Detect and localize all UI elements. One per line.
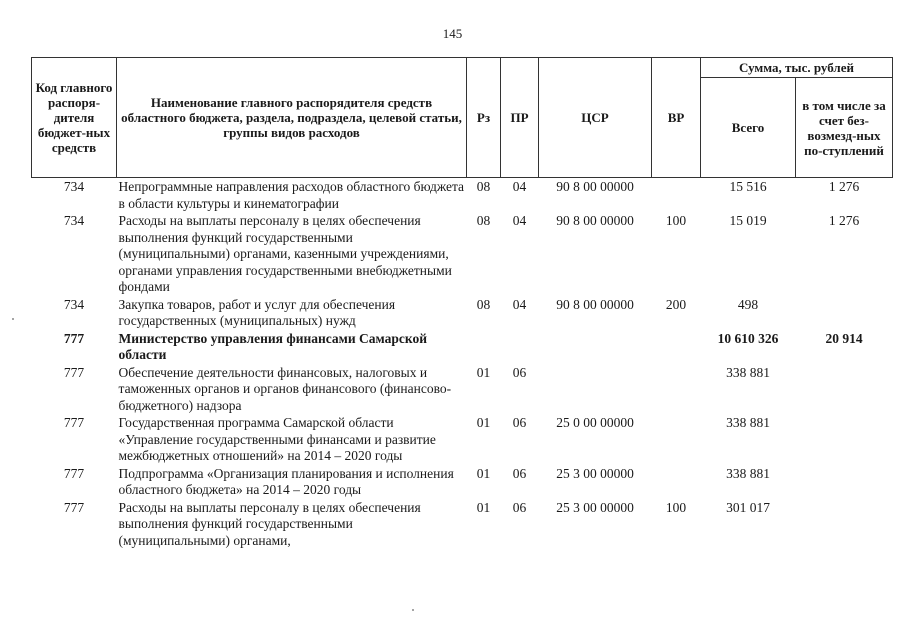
cell-rz: 01 bbox=[476, 415, 491, 430]
cell-total: 15 019 bbox=[729, 213, 767, 228]
cell-pr bbox=[501, 330, 539, 364]
header-gratuitous: в том числе за счет без-возмезд-ных по-ступлений bbox=[796, 78, 893, 178]
cell-total: 498 bbox=[737, 296, 759, 312]
cell-rz: 01 bbox=[476, 364, 491, 380]
cell-pr: 06 bbox=[512, 364, 527, 380]
cell-vr bbox=[652, 178, 701, 213]
table-row bbox=[32, 212, 893, 296]
cell-vr bbox=[652, 465, 701, 499]
cell-csr: 25 0 00 00000 bbox=[556, 415, 634, 430]
cell-name: Расходы на выплаты персоналу в целях обеспечения выполнения функций государственными (муниципальными) органами, bbox=[118, 499, 421, 548]
cell-gratuitous bbox=[796, 364, 893, 415]
cell-rz: 01 bbox=[476, 499, 491, 515]
cell-vr: 100 bbox=[665, 213, 687, 228]
budget-table bbox=[31, 57, 893, 549]
cell-rz: 08 bbox=[476, 296, 491, 312]
cell-gratuitous: 20 914 bbox=[825, 330, 863, 346]
header-vr: ВР bbox=[652, 58, 701, 178]
cell-pr: 04 bbox=[512, 213, 527, 228]
cell-code: 734 bbox=[63, 296, 85, 312]
cell-code: 777 bbox=[63, 499, 85, 515]
table-row bbox=[32, 364, 893, 415]
table-body bbox=[32, 178, 893, 550]
cell-csr: 25 3 00 00000 bbox=[556, 499, 634, 515]
cell-rz: 08 bbox=[476, 213, 491, 228]
cell-gratuitous bbox=[796, 296, 893, 330]
cell-pr: 04 bbox=[512, 296, 527, 312]
scan-speck bbox=[412, 609, 414, 611]
cell-total: 338 881 bbox=[726, 364, 770, 380]
table-row bbox=[32, 465, 893, 499]
page-number: 145 bbox=[442, 26, 463, 41]
cell-name: Министерство управления финансами Самарской области bbox=[118, 330, 428, 362]
cell-gratuitous: 1 276 bbox=[828, 179, 860, 194]
cell-rz: 08 bbox=[476, 179, 491, 194]
cell-code: 734 bbox=[63, 213, 85, 228]
cell-rz: 01 bbox=[476, 465, 491, 481]
header-rz: Рз bbox=[467, 58, 501, 178]
cell-gratuitous bbox=[796, 499, 893, 550]
cell-name: Непрограммные направления расходов областного бюджета в области культуры и кинематографии bbox=[118, 179, 465, 211]
header-sum-group: Сумма, тыс. рублей bbox=[701, 58, 893, 78]
cell-name: Государственная программа Самарской области «Управление государственными финансами и развитие межбюджетных отношений» на 2014 – 2020 годы bbox=[118, 415, 436, 463]
cell-code: 777 bbox=[63, 330, 85, 346]
table-row bbox=[32, 330, 893, 364]
cell-name: Обеспечение деятельности финансовых, налоговых и таможенных органов и органов финансового (финансово-бюджетного) надзора bbox=[118, 364, 452, 413]
cell-gratuitous bbox=[796, 414, 893, 465]
cell-pr: 06 bbox=[512, 499, 527, 515]
cell-code: 777 bbox=[63, 415, 85, 430]
table-header bbox=[32, 58, 893, 178]
cell-pr: 06 bbox=[512, 415, 527, 430]
cell-total: 10 610 326 bbox=[717, 330, 779, 346]
cell-vr: 200 bbox=[665, 296, 687, 312]
cell-total: 338 881 bbox=[726, 465, 770, 481]
cell-code: 777 bbox=[63, 364, 85, 380]
header-code: Код главного распоря-дителя бюджет-ных средств bbox=[32, 58, 117, 178]
cell-name: Расходы на выплаты персоналу в целях обеспечения выполнения функций государственными (муниципальными) органами, казенными учреждениями, органами управления государственными внебюджетными фондами bbox=[118, 213, 452, 294]
cell-vr bbox=[652, 330, 701, 364]
header-name: Наименование главного распорядителя средств областного бюджета, раздела, подраздела, целевой статьи, группы видов расходов bbox=[117, 58, 467, 178]
cell-total: 301 017 bbox=[726, 499, 770, 515]
cell-csr bbox=[539, 364, 652, 415]
cell-rz bbox=[467, 330, 501, 364]
cell-total: 15 516 bbox=[729, 179, 767, 194]
table-row bbox=[32, 296, 893, 330]
cell-csr: 25 3 00 00000 bbox=[556, 465, 634, 481]
cell-csr: 90 8 00 00000 bbox=[556, 179, 634, 194]
scan-speck bbox=[12, 318, 14, 320]
table-row bbox=[32, 499, 893, 550]
cell-vr bbox=[652, 364, 701, 415]
cell-gratuitous bbox=[796, 465, 893, 499]
header-csr: ЦСР bbox=[539, 58, 652, 178]
cell-csr: 90 8 00 00000 bbox=[556, 213, 634, 228]
cell-vr: 100 bbox=[665, 499, 687, 515]
header-pr: ПР bbox=[501, 58, 539, 178]
cell-pr: 06 bbox=[512, 465, 527, 481]
cell-code: 777 bbox=[63, 465, 85, 481]
table-row bbox=[32, 178, 893, 213]
cell-csr: 90 8 00 00000 bbox=[556, 296, 634, 312]
cell-name: Закупка товаров, работ и услуг для обеспечения государственных (муниципальных) нужд bbox=[118, 296, 396, 328]
cell-name: Подпрограмма «Организация планирования и исполнения областного бюджета» на 2014 – 2020 годы bbox=[118, 465, 454, 497]
cell-pr: 04 bbox=[512, 179, 527, 194]
header-total: Всего bbox=[701, 78, 796, 178]
cell-csr bbox=[539, 330, 652, 364]
cell-vr bbox=[652, 414, 701, 465]
cell-total: 338 881 bbox=[726, 415, 770, 430]
cell-gratuitous: 1 276 bbox=[828, 213, 860, 228]
table-row bbox=[32, 414, 893, 465]
cell-code: 734 bbox=[63, 179, 85, 194]
